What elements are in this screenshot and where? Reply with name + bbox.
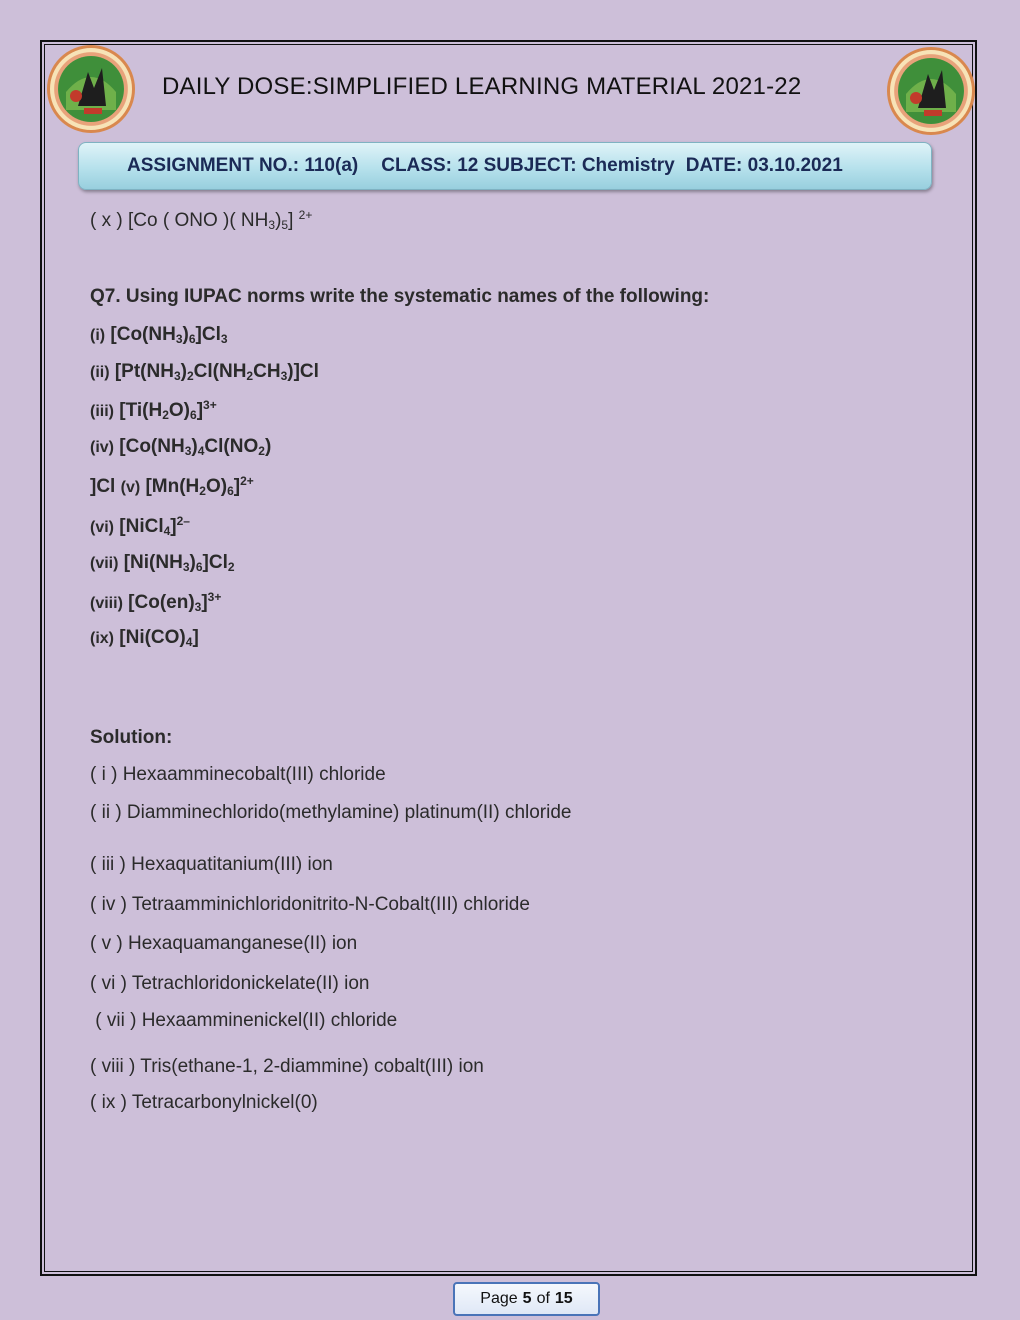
page-title: DAILY DOSE:SIMPLIFIED LEARNING MATERIAL 2021-22 [162, 73, 802, 100]
formula-part: ] [196, 400, 204, 421]
formula-sub: 4 [163, 524, 171, 538]
formula-part: Cl(NO [204, 436, 259, 457]
formula-part: )]Cl [287, 361, 319, 382]
solution-answer: ( vi ) Tetrachloridonickelate(II) ion [90, 973, 370, 994]
formula-charge: 3+ [203, 398, 217, 412]
solution-answer: ( vii ) Hexaamminenickel(II) chloride [90, 1010, 398, 1031]
assignment-banner [78, 142, 932, 190]
formula-sub: 3 [194, 600, 202, 614]
carryover-sub: 3 [268, 218, 276, 232]
solution-heading: Solution: [90, 727, 173, 748]
formula-part: ) [264, 436, 272, 457]
school-emblem-icon [47, 45, 135, 133]
question-item [90, 398, 217, 422]
assignment-number: ASSIGNMENT NO.: 110(a) [127, 155, 359, 176]
formula-charge: 3+ [207, 590, 222, 604]
formula-part: [Co(en) [128, 592, 195, 613]
formula-sub: 2 [246, 369, 254, 383]
question-item [90, 474, 254, 498]
question-item [90, 627, 199, 649]
item-number: (vi) [90, 519, 114, 536]
carryover-text: ( x ) [Co ( ONO )( NH [90, 210, 269, 231]
formula-part: ] [201, 592, 208, 613]
item-number: (iii) [90, 403, 114, 420]
carryover-close: ] [288, 210, 294, 231]
formula-part: ]Cl [202, 552, 228, 573]
page-label: Page [480, 1290, 518, 1307]
solution-answer: ( ix ) Tetracarbonylnickel(0) [90, 1092, 318, 1113]
formula-part: O) [205, 476, 228, 497]
formula-sub: 3 [173, 369, 181, 383]
formula-part: ] [170, 516, 177, 537]
formula-part: Cl(NH [193, 361, 247, 382]
carryover-item [90, 208, 312, 232]
formula-sub: 6 [195, 560, 203, 574]
solution-answer: ( i ) Hexaamminecobalt(III) chloride [90, 764, 386, 785]
formula-sub: 4 [197, 444, 205, 458]
formula-part: [Ti(H [119, 400, 163, 421]
formula-sub: 3 [182, 560, 190, 574]
formula-part: ) [189, 552, 196, 573]
item-number: (v) [120, 479, 141, 496]
formula-part: [Mn(H [145, 476, 200, 497]
formula-part: ]Cl [195, 324, 221, 345]
question-item [90, 436, 271, 458]
formula-part: O) [168, 400, 190, 421]
formula-part: ) [191, 436, 198, 457]
formula-sub: 2 [162, 408, 169, 422]
formula-sub: 3 [175, 332, 183, 346]
page-number-indicator [453, 1282, 600, 1316]
formula-part: [Ni(CO) [119, 627, 186, 648]
class-subject: CLASS: 12 SUBJECT: Chemistry [381, 155, 675, 176]
question-item [90, 361, 319, 383]
page-current: 5 [522, 1290, 532, 1307]
school-emblem-icon [887, 47, 975, 135]
formula-part: [Ni(NH [123, 552, 183, 573]
formula-charge: 2+ [240, 474, 254, 488]
item-number: (i) [90, 327, 106, 344]
solution-answer: ( iii ) Hexaquatitanium(III) ion [90, 854, 333, 875]
question-item [90, 552, 235, 574]
formula-part: ) [180, 361, 187, 382]
assignment-date: DATE: 03.10.2021 [685, 155, 843, 176]
formula-sub: 4 [185, 635, 193, 649]
carryover-sub2: 5 [281, 218, 289, 232]
solution-answer: ( v ) Hexaquamanganese(II) ion [90, 933, 358, 954]
item-number: (vii) [90, 555, 119, 572]
item-number: (ix) [90, 630, 114, 647]
item-number: (viii) [90, 595, 123, 612]
formula-sub: 2 [258, 444, 265, 458]
question-title: Q7. Using IUPAC norms write the systematic names of the following: [90, 286, 710, 307]
carryover-tail: ) [275, 210, 282, 231]
page-total: 15 [554, 1290, 573, 1307]
formula-sub: 3 [280, 369, 288, 383]
page-of: of [536, 1290, 550, 1307]
formula-part: CH [253, 361, 281, 382]
formula-part: [Co(NH [110, 324, 176, 345]
item-number: (ii) [90, 364, 110, 381]
formula-part: ) [182, 324, 189, 345]
question-item [90, 590, 221, 614]
formula-part: [Pt(NH [114, 361, 174, 382]
formula-part: [Co(NH [119, 436, 185, 457]
question-item [90, 514, 190, 538]
solution-answer: ( iv ) Tetraamminichloridonitrito-N-Cobalt(III) chloride [90, 894, 530, 915]
formula-sub: 3 [184, 444, 192, 458]
formula-part: ] [233, 476, 241, 497]
question-item [90, 324, 228, 346]
formula-part: ]Cl [90, 476, 116, 497]
formula-sub: 6 [190, 408, 197, 422]
formula-sub: 6 [227, 484, 234, 498]
item-number: (iv) [90, 439, 114, 456]
solution-answer: ( ii ) Diamminechlorido(methylamine) platinum(II) chloride [90, 802, 572, 823]
formula-sub: 3 [220, 332, 228, 346]
formula-sub: 2 [199, 484, 206, 498]
formula-charge: 2– [176, 514, 190, 528]
formula-sub: 2 [186, 369, 194, 383]
formula-part: [NiCl [119, 516, 164, 537]
formula-sub: 6 [188, 332, 196, 346]
carryover-charge: 2+ [298, 208, 313, 222]
formula-sub: 2 [227, 560, 235, 574]
solution-answer: ( viii ) Tris(ethane-1, 2-diammine) cobalt(III) ion [90, 1056, 484, 1077]
formula-part: ] [192, 627, 199, 648]
